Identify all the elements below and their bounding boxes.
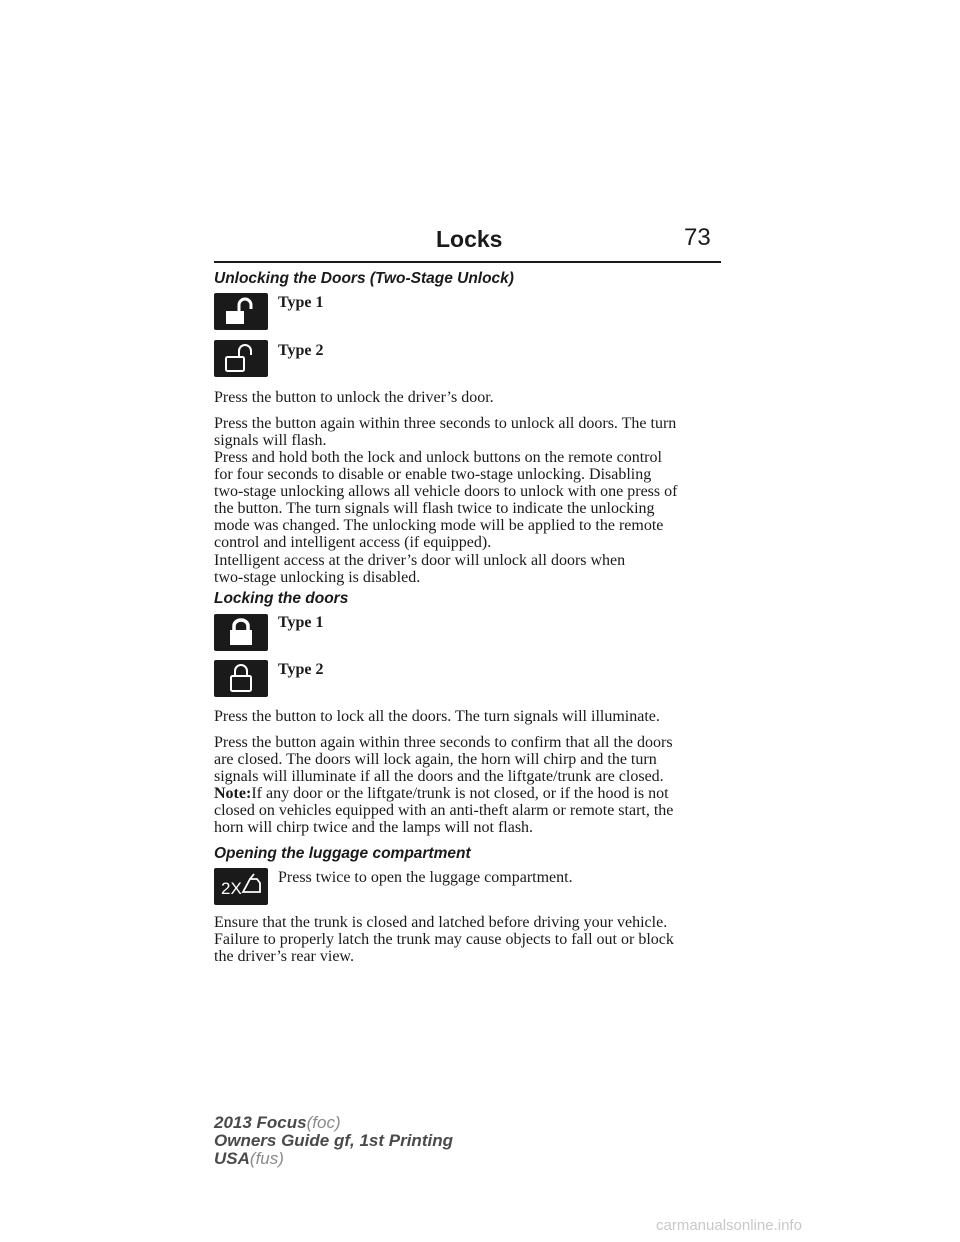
lock-type2-label: Type 2	[278, 661, 324, 678]
text-line: Intelligent access at the driver’s door will unlock all doors when	[214, 552, 626, 569]
unlock-paragraph-1	[214, 389, 726, 406]
text-line: the button. The turn signals will flash twice to indicate the unlocking	[214, 500, 655, 517]
text-line: Failure to properly latch the trunk may cause objects to fall out or block	[214, 931, 674, 948]
section-title: Locks	[436, 226, 503, 252]
text-line: two-stage unlocking is disabled.	[214, 569, 421, 586]
text-line: two-stage unlocking allows all vehicle doors to unlock with one press of	[214, 483, 678, 500]
luggage-paragraph-1	[214, 914, 726, 965]
text-line: Press the button to lock all the doors. The turn signals will illuminate.	[214, 708, 660, 725]
lock-type1-label: Type 1	[278, 614, 324, 631]
text-line: signals will illuminate if all the doors and the liftgate/trunk are closed.	[214, 768, 664, 785]
footer-model-code: (foc)	[306, 1113, 341, 1132]
text-line: signals will flash.	[214, 432, 327, 449]
note-text: If any door or the liftgate/trunk is not closed, or if the hood is not	[251, 785, 669, 802]
footer-line	[214, 1132, 453, 1150]
unlock-paragraph-2	[214, 415, 726, 449]
text-line: Press the button again within three seconds to unlock all doors. The turn	[214, 415, 677, 432]
lock-note	[214, 785, 726, 836]
unlock-paragraph-4	[214, 552, 726, 586]
lock-paragraph-1	[214, 708, 726, 725]
footer-line	[214, 1114, 453, 1132]
unlock-heading: Unlocking the Doors (Two-Stage Unlock)	[214, 270, 514, 287]
trunk-2x-icon-text: 2X	[221, 879, 242, 898]
text-line: control and intelligent access (if equipped).	[214, 534, 492, 551]
footer-market: USA	[214, 1149, 250, 1168]
luggage-instruction: Press twice to open the luggage compartment.	[278, 869, 573, 886]
trunk-2x-icon	[214, 868, 268, 905]
footer-line	[214, 1150, 453, 1168]
text-line: for four seconds to disable or enable two-stage unlocking. Disabling	[214, 466, 652, 483]
lock-paragraph-2	[214, 734, 726, 785]
lock-type1-icon	[214, 614, 268, 651]
unlock-type1-icon	[214, 293, 268, 330]
text-line: Ensure that the trunk is closed and latched before driving your vehicle.	[214, 914, 668, 931]
footer-market-code: (fus)	[249, 1149, 284, 1168]
text-line	[214, 785, 726, 802]
text-line: horn will chirp twice and the lamps will not flash.	[214, 819, 534, 836]
text-line: are closed. The doors will lock again, the horn will chirp and the turn	[214, 751, 657, 768]
text-line: Press and hold both the lock and unlock buttons on the remote control	[214, 449, 662, 466]
luggage-heading: Opening the luggage compartment	[214, 845, 471, 862]
text-line: Press the button again within three seconds to confirm that all the doors	[214, 734, 673, 751]
document-footer	[214, 1114, 453, 1168]
footer-model: 2013 Focus	[214, 1113, 307, 1132]
footer-guide: Owners Guide gf, 1st Printing	[214, 1131, 453, 1150]
unlock-type2-label: Type 2	[278, 342, 324, 359]
text-line: mode was changed. The unlocking mode will be applied to the remote	[214, 517, 664, 534]
lock-type2-icon	[214, 660, 268, 697]
note-label: Note:	[214, 785, 252, 802]
lock-heading: Locking the doors	[214, 590, 349, 607]
text-line: closed on vehicles equipped with an anti-theft alarm or remote start, the	[214, 802, 674, 819]
header-divider	[214, 261, 721, 263]
text-line: the driver’s rear view.	[214, 948, 354, 965]
unlock-type2-icon	[214, 340, 268, 377]
unlock-type1-label: Type 1	[278, 294, 324, 311]
page-number: 73	[684, 224, 711, 251]
unlock-paragraph-3	[214, 449, 726, 551]
watermark: carmanualsonline.info	[656, 1217, 802, 1234]
text-line: Press the button to unlock the driver’s door.	[214, 389, 494, 406]
